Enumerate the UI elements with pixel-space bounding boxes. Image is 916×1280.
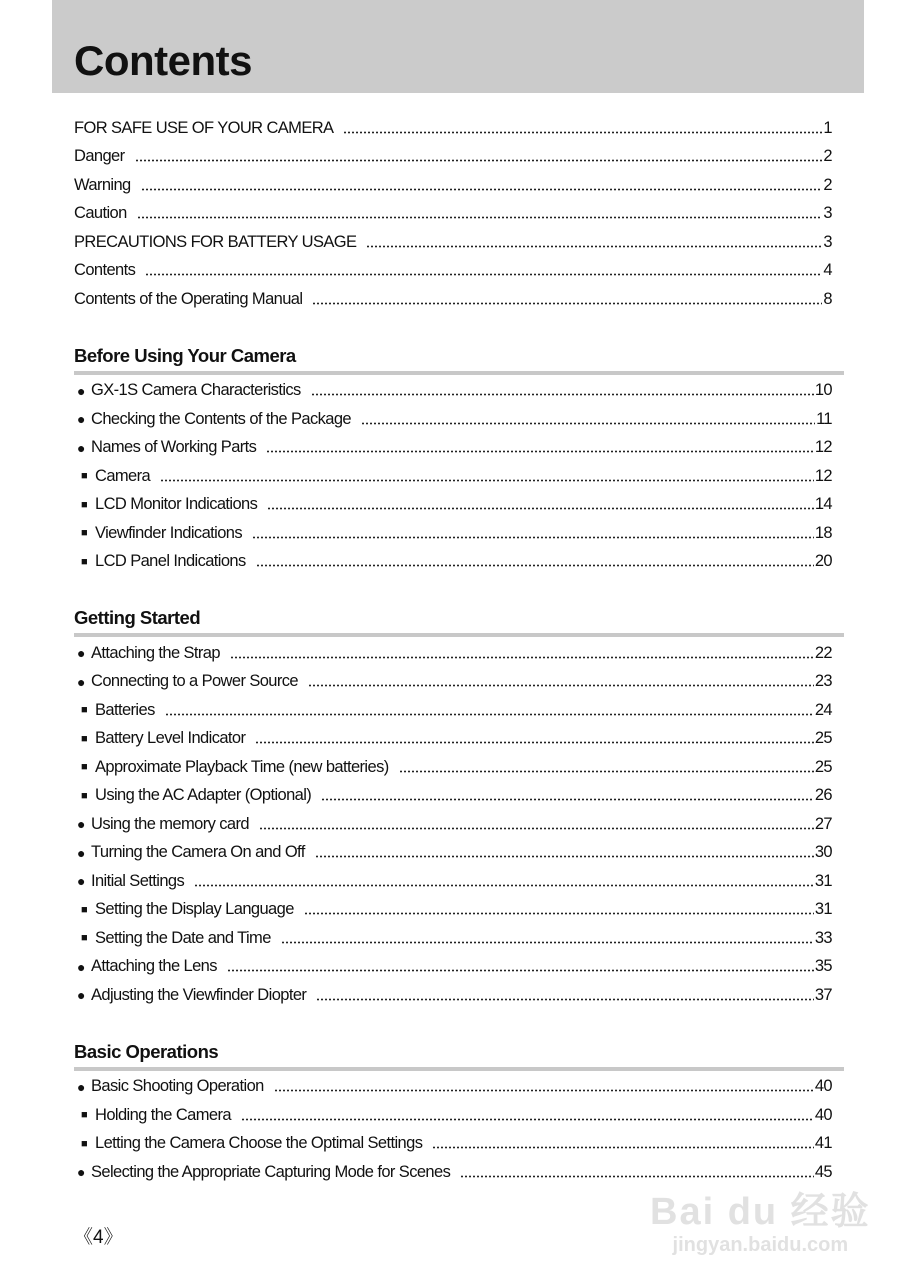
dot-leader <box>267 507 814 510</box>
dot-leader <box>399 770 814 773</box>
square-bullet-icon: ■ <box>81 1137 88 1150</box>
toc-entry-page: 31 <box>814 871 832 890</box>
toc-entry-label: FOR SAFE USE OF YOUR CAMERA <box>74 118 334 137</box>
toc-entry-label: Camera <box>95 466 151 485</box>
toc-section <box>74 1038 832 1187</box>
toc-entry[interactable] <box>74 1073 832 1102</box>
watermark-url: jingyan.baidu.com <box>672 1233 849 1256</box>
toc-entry-page: 40 <box>814 1077 832 1096</box>
toc-entry[interactable] <box>74 491 832 520</box>
dot-leader <box>165 713 814 716</box>
toc-entry-label: Selecting the Appropriate Capturing Mode for Scenes <box>91 1162 451 1181</box>
toc-entry-label: Viewfinder Indications <box>95 523 243 542</box>
toc-entry-label: Turning the Camera On and Off <box>91 843 305 862</box>
toc-entry[interactable] <box>74 548 832 577</box>
toc-entry[interactable] <box>74 924 832 953</box>
dot-leader <box>252 536 814 539</box>
square-bullet-icon: ■ <box>81 903 88 916</box>
toc-entry[interactable] <box>74 696 832 725</box>
section-heading: Getting Started <box>74 607 201 628</box>
toc-entry[interactable] <box>74 981 832 1010</box>
toc-entry-page: 40 <box>814 1105 832 1124</box>
toc-entry-page: 14 <box>814 495 832 514</box>
toc-entry-label: PRECAUTIONS FOR BATTERY USAGE <box>74 232 357 251</box>
square-bullet-icon: ■ <box>81 498 88 511</box>
circle-bullet-icon: ● <box>77 439 86 456</box>
toc-entry-label: Names of Working Parts <box>91 438 257 457</box>
toc-entry-page: 45 <box>814 1162 832 1181</box>
toc-entry-label: Caution <box>74 204 127 223</box>
toc-section <box>74 604 832 1010</box>
toc-entry-label: Using the memory card <box>91 814 249 833</box>
toc-entry-page: 18 <box>814 523 832 542</box>
toc-entry-page: 30 <box>814 843 832 862</box>
square-bullet-icon: ■ <box>81 704 88 717</box>
square-bullet-icon: ■ <box>81 527 88 540</box>
toc-entry[interactable] <box>74 1158 832 1187</box>
toc-entry[interactable] <box>74 257 832 286</box>
toc-entry-label: Danger <box>74 147 125 166</box>
dot-leader <box>281 941 814 944</box>
toc-entry-page: 20 <box>814 552 832 571</box>
toc-entry[interactable] <box>74 114 832 143</box>
dot-leader <box>141 188 823 191</box>
toc-entry-page: 37 <box>814 985 832 1004</box>
toc-entry-page: 25 <box>814 729 832 748</box>
circle-bullet-icon: ● <box>77 411 86 428</box>
dot-leader <box>255 741 813 744</box>
toc-entry-label: Holding the Camera <box>95 1105 231 1124</box>
toc-entry[interactable] <box>74 810 832 839</box>
toc-entry[interactable] <box>74 405 832 434</box>
toc-entry-page: 3 <box>823 204 832 223</box>
toc-entry[interactable] <box>74 668 832 697</box>
watermark-logo-text: Bai du 经验 <box>650 1191 871 1233</box>
square-bullet-icon: ■ <box>81 555 88 568</box>
square-bullet-icon: ■ <box>81 932 88 945</box>
toc-entry-label: Basic Shooting Operation <box>91 1077 264 1096</box>
toc-entry-page: 41 <box>814 1134 832 1153</box>
section-divider <box>74 1067 844 1071</box>
dot-leader <box>304 912 814 915</box>
dot-leader <box>312 302 822 305</box>
toc-entry-page: 12 <box>814 438 832 457</box>
page-number: 《4》 <box>74 1227 123 1248</box>
toc-entry[interactable] <box>74 867 832 896</box>
dot-leader <box>274 1089 814 1092</box>
toc-entry[interactable] <box>74 1101 832 1130</box>
circle-bullet-icon: ● <box>77 958 86 975</box>
toc-entry-page: 8 <box>823 289 832 308</box>
toc-entry-label: Approximate Playback Time (new batteries) <box>95 757 389 776</box>
toc-entry-page: 26 <box>814 786 832 805</box>
section-heading: Basic Operations <box>74 1040 219 1062</box>
toc-entry-label: Checking the Contents of the Package <box>91 409 351 428</box>
toc-entry-label: LCD Monitor Indications <box>95 495 258 514</box>
section-divider <box>74 371 844 375</box>
toc-entry-label: Initial Settings <box>91 871 185 890</box>
toc-entry-label: Attaching the Strap <box>91 643 220 662</box>
dot-leader <box>266 450 814 453</box>
circle-bullet-icon: ● <box>77 816 86 833</box>
circle-bullet-icon: ● <box>77 382 86 399</box>
toc-entry-label: Setting the Display Language <box>95 900 294 919</box>
toc-entry-label: Batteries <box>95 700 155 719</box>
dot-leader <box>460 1175 814 1178</box>
page-title: Contents <box>74 37 252 84</box>
dot-leader <box>432 1146 813 1149</box>
circle-bullet-icon: ● <box>77 844 86 861</box>
circle-bullet-icon: ● <box>77 1164 86 1181</box>
toc-entry-label: Adjusting the Viewfinder Diopter <box>91 985 307 1004</box>
square-bullet-icon: ■ <box>81 761 88 774</box>
toc-entry-page: 27 <box>814 814 832 833</box>
toc-entry-page: 33 <box>814 928 832 947</box>
toc-entry[interactable] <box>74 462 832 491</box>
toc-entry-page: 22 <box>814 643 832 662</box>
toc-entry[interactable] <box>74 639 832 668</box>
baidu-watermark <box>650 1192 871 1256</box>
dot-leader <box>256 564 814 567</box>
dot-leader <box>135 159 823 162</box>
toc-entry-page: 10 <box>814 381 832 400</box>
toc-entry-page: 2 <box>823 175 832 194</box>
toc-entry-label: Setting the Date and Time <box>95 928 271 947</box>
dot-leader <box>315 855 814 858</box>
dot-leader <box>361 422 815 425</box>
dot-leader <box>137 216 823 219</box>
dot-leader <box>230 656 814 659</box>
toc-entry-label: Contents of the Operating Manual <box>74 289 303 308</box>
dot-leader <box>259 827 814 830</box>
toc-entry-page: 2 <box>823 147 832 166</box>
toc-entry-page: 4 <box>823 261 832 280</box>
toc-entry[interactable] <box>74 896 832 925</box>
toc-entry[interactable] <box>74 519 832 548</box>
dot-leader <box>316 998 814 1001</box>
toc-section <box>74 342 832 577</box>
toc-entry[interactable] <box>74 285 832 314</box>
toc-entry-label: Battery Level Indicator <box>95 729 246 748</box>
toc-entry[interactable] <box>74 782 832 811</box>
toc-entry[interactable] <box>74 753 832 782</box>
toc-entry-page: 31 <box>814 900 832 919</box>
circle-bullet-icon: ● <box>77 1078 86 1095</box>
toc-entry-label: Using the AC Adapter (Optional) <box>95 786 312 805</box>
title-banner <box>52 0 864 93</box>
circle-bullet-icon: ● <box>77 987 86 1004</box>
toc-entry-page: 12 <box>814 466 832 485</box>
section-divider <box>74 633 844 637</box>
toc-entry-page: 1 <box>823 118 832 137</box>
dot-leader <box>308 684 814 687</box>
dot-leader <box>194 884 814 887</box>
toc-entry[interactable] <box>74 377 832 406</box>
dot-leader <box>366 245 822 248</box>
toc-entry[interactable] <box>74 434 832 463</box>
toc-entry-page: 23 <box>814 672 832 691</box>
toc-entry-page: 24 <box>814 700 832 719</box>
toc-entry[interactable] <box>74 228 832 257</box>
toc-entry-label: Attaching the Lens <box>91 957 217 976</box>
square-bullet-icon: ■ <box>81 470 88 483</box>
dot-leader <box>160 479 814 482</box>
toc-entry[interactable] <box>74 839 832 868</box>
toc-entry[interactable] <box>74 171 832 200</box>
toc-section <box>74 114 832 314</box>
toc-entry-label: Letting the Camera Choose the Optimal Settings <box>95 1134 423 1153</box>
toc-entry[interactable] <box>74 725 832 754</box>
toc-entry[interactable] <box>74 200 832 229</box>
dot-leader <box>227 969 814 972</box>
square-bullet-icon: ■ <box>81 1109 88 1122</box>
dot-leader <box>145 273 822 276</box>
dot-leader <box>241 1118 814 1121</box>
dot-leader <box>311 393 814 396</box>
toc-entry[interactable] <box>74 953 832 982</box>
toc-entry[interactable] <box>74 143 832 172</box>
square-bullet-icon: ■ <box>81 789 88 802</box>
toc-entry-label: Connecting to a Power Source <box>91 672 298 691</box>
table-of-contents <box>74 114 832 1187</box>
toc-entry-page: 11 <box>816 409 832 428</box>
toc-entry-label: LCD Panel Indications <box>95 552 246 571</box>
toc-entry-label: Contents <box>74 261 136 280</box>
toc-entry-page: 35 <box>814 957 832 976</box>
toc-entry[interactable] <box>74 1130 832 1159</box>
circle-bullet-icon: ● <box>77 873 86 890</box>
circle-bullet-icon: ● <box>77 645 86 662</box>
circle-bullet-icon: ● <box>77 673 86 690</box>
toc-entry-page: 25 <box>814 757 832 776</box>
toc-entry-label: Warning <box>74 175 131 194</box>
section-heading: Before Using Your Camera <box>74 344 296 366</box>
dot-leader <box>343 131 822 134</box>
square-bullet-icon: ■ <box>81 732 88 745</box>
dot-leader <box>321 798 814 801</box>
toc-entry-label: GX-1S Camera Characteristics <box>91 381 301 400</box>
toc-entry-page: 3 <box>823 232 832 251</box>
